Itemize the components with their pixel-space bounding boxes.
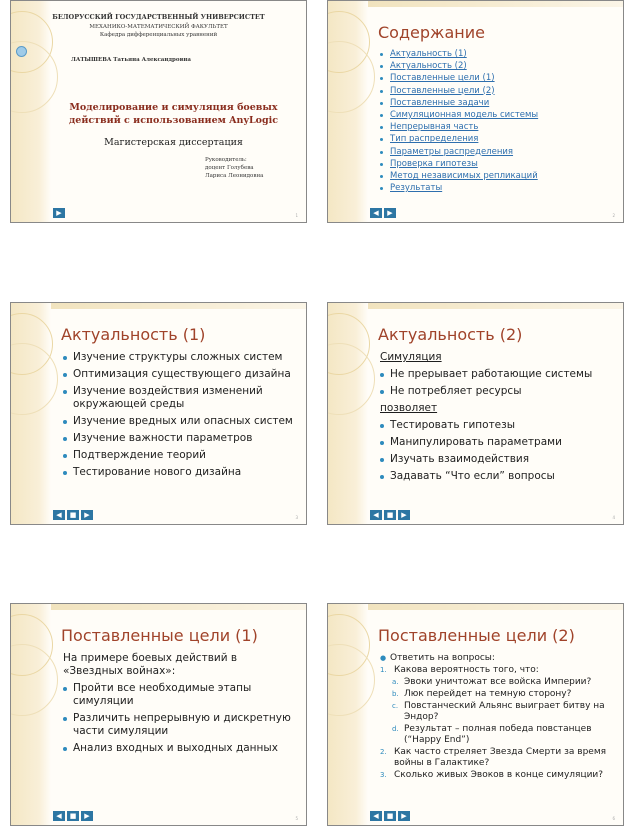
thesis-title-line1: Моделирование и симуляция боевых [69, 102, 278, 113]
slide-number: 1 [295, 213, 298, 218]
list-item: Пройти все необходимые этапы симуляции [63, 682, 273, 708]
slide-number: 4 [612, 515, 615, 520]
home-button[interactable]: ■ [67, 811, 79, 821]
prev-slide-button[interactable]: ◀ [370, 811, 382, 821]
item-marker: 1. [380, 666, 387, 674]
home-button[interactable]: ■ [384, 510, 396, 520]
supervisor-line1: Руководитель: [205, 157, 247, 163]
list-item: 1. Какова вероятность того, что: [380, 665, 539, 675]
thesis-title [41, 101, 306, 127]
list-item: Изучение вредных или опасных систем [63, 415, 293, 428]
slide-header-bar [51, 303, 306, 309]
list-item: 3. Сколько живых Эвоков в конце симуляции? [380, 770, 604, 780]
bullet-dot: ● [380, 654, 387, 662]
table-of-contents [380, 49, 538, 195]
list-item: Изучение важности параметров [63, 432, 293, 445]
home-button[interactable]: ■ [67, 510, 79, 520]
prev-slide-button[interactable]: ◀ [370, 208, 382, 218]
list-item: Манипулировать параметрами [380, 436, 592, 449]
slide-nav [370, 208, 396, 218]
slide-header-bar [368, 303, 623, 309]
slide-4[interactable] [327, 302, 624, 525]
list-item: Различить непрерывную и дискретную части симуляции [63, 712, 298, 738]
toc-link[interactable]: Поставленные задачи [380, 98, 538, 109]
bullet-list [63, 351, 293, 483]
list-item: 2. Как часто стреляет Звезда Смерти за время войны в Галактике? [380, 747, 607, 768]
bullet-list [380, 351, 592, 487]
slide-title: Поставленные цели (1) [61, 626, 258, 645]
list-item: Задавать “Что если” вопросы [380, 470, 592, 483]
toc-link[interactable]: Актуальность (1) [380, 49, 538, 60]
prev-slide-button[interactable]: ◀ [53, 811, 65, 821]
slide-nav [53, 208, 65, 218]
toc-link[interactable]: Результаты [380, 183, 538, 194]
next-slide-button[interactable]: ▶ [81, 811, 93, 821]
slide-number: 6 [612, 816, 615, 821]
questions [380, 652, 620, 782]
next-slide-button[interactable]: ▶ [384, 208, 396, 218]
list-intro: На примере боевых действий в «Звездных войнах»: [63, 652, 238, 677]
next-slide-button[interactable]: ▶ [81, 510, 93, 520]
item-marker: 2. [380, 748, 387, 756]
slide-2[interactable] [327, 0, 624, 223]
slide-decoration [328, 303, 368, 524]
next-slide-button[interactable]: ▶ [398, 510, 410, 520]
toc-link[interactable]: Тип распределения [380, 134, 538, 145]
list-subitem: a. Эвоки уничтожат все войска Империи? [392, 677, 592, 687]
item-marker: d. [392, 725, 399, 733]
list-subitem: b. Люк перейдет на темную сторону? [392, 689, 572, 699]
slide-decoration [11, 303, 51, 524]
slide-decoration [328, 1, 368, 222]
thesis-subtitle: Магистерская диссертация [104, 137, 243, 148]
slide-title: Поставленные цели (2) [378, 626, 575, 645]
toc-link[interactable]: Симуляционная модель системы [380, 110, 538, 121]
item-marker: 3. [380, 771, 387, 779]
thesis-title-line2: действий с использованием AnyLogic [68, 115, 279, 126]
item-marker: b. [392, 690, 399, 698]
list-item: Не прерывает работающие системы [380, 368, 592, 381]
toc-link[interactable]: Поставленные цели (2) [380, 86, 538, 97]
slide-nav [53, 811, 93, 821]
list-item: Подтверждение теорий [63, 449, 293, 462]
slide-number: 3 [295, 515, 298, 520]
slide-nav [370, 510, 410, 520]
slide-title: Содержание [378, 23, 485, 42]
home-button[interactable]: ■ [384, 811, 396, 821]
slide-number: 5 [295, 816, 298, 821]
next-slide-button[interactable]: ▶ [53, 208, 65, 218]
list-subitem: c. Повстанческий Альянс выиграет битву на Эндор? [392, 701, 605, 722]
supervisor-line3: Лариса Леонидовна [205, 173, 264, 179]
list-item: Изучение воздействия изменений окружающей среды [63, 385, 288, 411]
item-marker: a. [392, 678, 399, 686]
bullet-list [63, 652, 298, 759]
university-name: БЕЛОРУССКИЙ ГОСУДАРСТВЕННЫЙ УНИВЕРСИСТЕТ [52, 13, 265, 21]
toc-link[interactable]: Метод независимых репликаций [380, 171, 538, 182]
toc-link[interactable]: Непрерывная часть [380, 122, 538, 133]
list-subitem: d. Результат – полная победа повстанцев (“Happy End”) [392, 724, 592, 745]
toc-link[interactable]: Поставленные цели (1) [380, 73, 538, 84]
author-name: ЛАТЫШЕВА Татьяна Александровна [71, 57, 191, 63]
globe-icon [16, 46, 27, 57]
list-item: Тестирование нового дизайна [63, 466, 293, 479]
item-marker: c. [392, 702, 399, 710]
slide-header-bar [368, 604, 623, 610]
toc-link[interactable]: Параметры распределения [380, 147, 538, 158]
slide-nav [370, 811, 410, 821]
list-heading: Симуляция [380, 351, 442, 363]
list-item: ● Ответить на вопросы: [380, 653, 495, 663]
list-item: Анализ входных и выходных данных [63, 742, 298, 755]
list-item: Тестировать гипотезы [380, 419, 592, 432]
slide-header-bar [368, 1, 623, 7]
slide-title: Актуальность (2) [378, 325, 523, 344]
supervisor [205, 156, 263, 180]
slide-nav [53, 510, 93, 520]
list-item: Не потребляет ресурсы [380, 385, 592, 398]
list-item: Изучать взаимодействия [380, 453, 592, 466]
slide-header-bar [51, 604, 306, 610]
toc-link[interactable]: Актуальность (2) [380, 61, 538, 72]
department-name: Кафедра дифференциальных уравнений [99, 32, 218, 38]
slide-3[interactable] [10, 302, 307, 525]
slide-decoration [11, 604, 51, 825]
faculty-name: МЕХАНИКО-МАТЕМАТИЧЕСКИЙ ФАКУЛЬТЕТ [89, 24, 228, 30]
supervisor-line2: доцент Голубева [205, 165, 254, 171]
slide-number: 2 [612, 213, 615, 218]
next-slide-button[interactable]: ▶ [398, 811, 410, 821]
prev-slide-button[interactable]: ◀ [370, 510, 382, 520]
list-item: Изучение структуры сложных систем [63, 351, 293, 364]
slide-decoration [328, 604, 368, 825]
slide-title: Актуальность (1) [61, 325, 206, 344]
list-item: Оптимизация существующего дизайна [63, 368, 293, 381]
slide-1[interactable] [10, 0, 307, 223]
prev-slide-button[interactable]: ◀ [53, 510, 65, 520]
toc-link[interactable]: Проверка гипотезы [380, 159, 538, 170]
slide-5[interactable] [10, 603, 307, 826]
list-heading: позволяет [380, 402, 438, 414]
slide-6[interactable] [327, 603, 624, 826]
